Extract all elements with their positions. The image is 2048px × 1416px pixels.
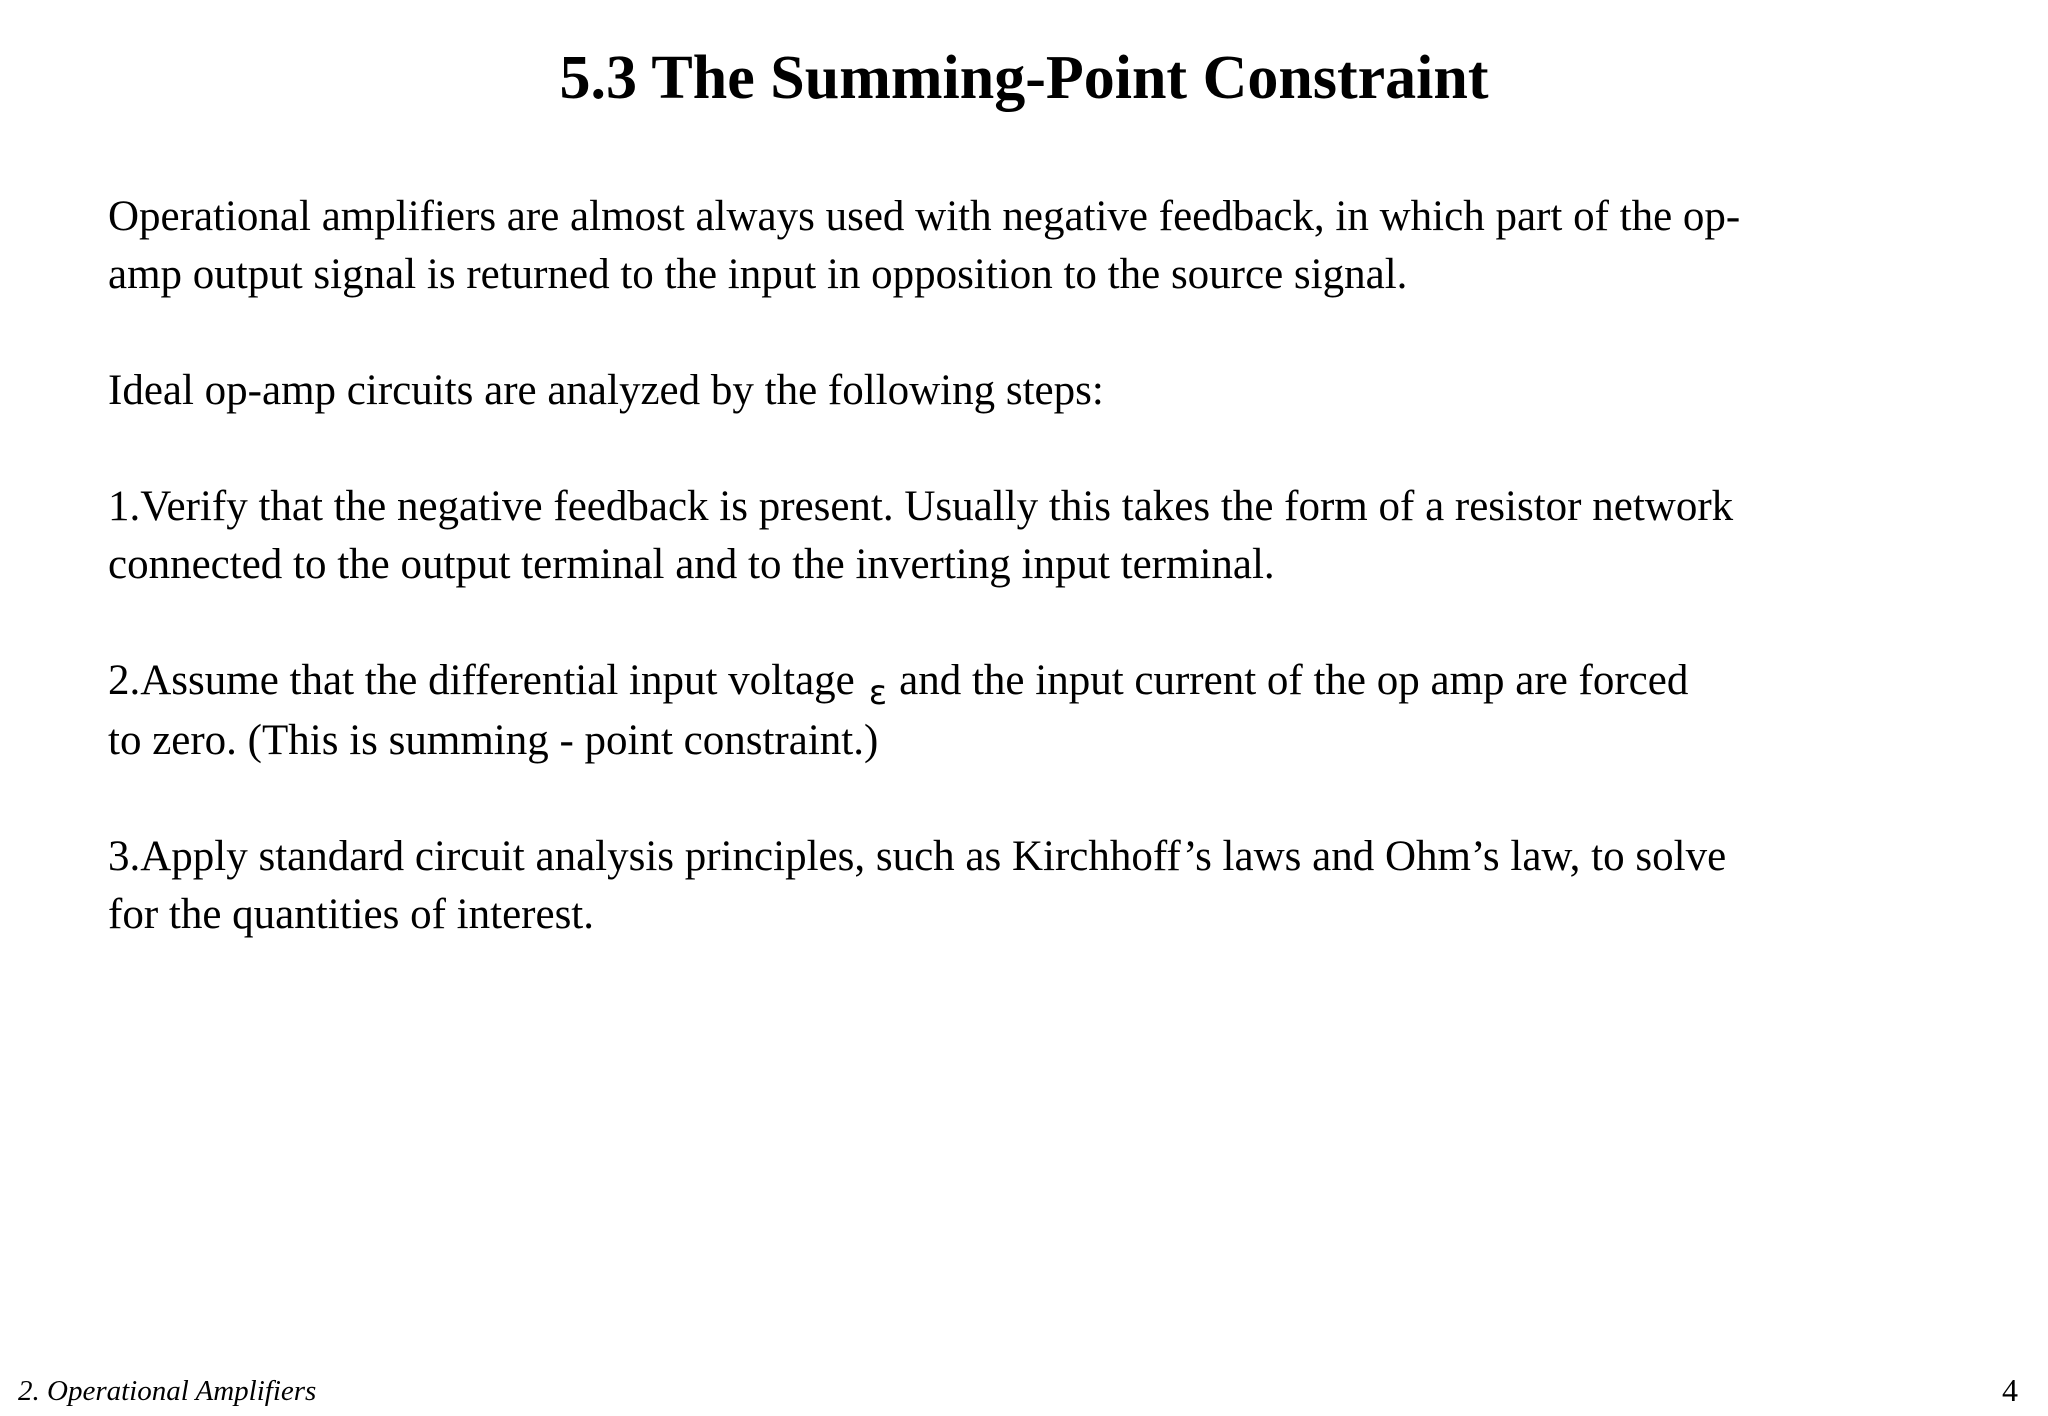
slide-body [108, 188, 1988, 1002]
step-3-paragraph [108, 828, 1988, 944]
step-2-line-1-end: and the input current of the op amp are forced [899, 657, 1689, 704]
step-1-paragraph [108, 478, 1988, 594]
step-1-line-1: 1.Verify that the negative feedback is present. Usually this takes the form of a resistor network [108, 483, 1734, 530]
step-2-paragraph [108, 652, 1988, 770]
slide-title: 5.3 The Summing-Point Constraint [559, 44, 1489, 112]
step-1-line-2: connected to the output terminal and to the inverting input terminal. [108, 541, 1275, 588]
epsilon-symbol: ε [868, 673, 888, 713]
page-number: 4 [2002, 1372, 2018, 1408]
intro-line-2: amp output signal is returned to the input in opposition to the source signal. [108, 251, 1408, 298]
step-2-line-2: to zero. (This is summing - point constraint.) [108, 717, 879, 764]
step-3-line-1: 3.Apply standard circuit analysis principles, such as Kirchhoff’s laws and Ohm’s law, to solve [108, 833, 1727, 880]
steps-intro-paragraph [108, 362, 1988, 420]
step-2-line-1-start: 2.Assume that the differential input voltage [108, 657, 855, 704]
footer-section-label: 2. Operational Amplifiers [18, 1375, 317, 1407]
steps-intro-line: Ideal op-amp circuits are analyzed by the following steps: [108, 367, 1104, 414]
intro-line-1: Operational amplifiers are almost always used with negative feedback, in which part of the op- [108, 193, 1741, 240]
step-2-line-1 [108, 652, 1988, 712]
step-3-line-2: for the quantities of interest. [108, 891, 594, 938]
intro-paragraph [108, 188, 1988, 304]
